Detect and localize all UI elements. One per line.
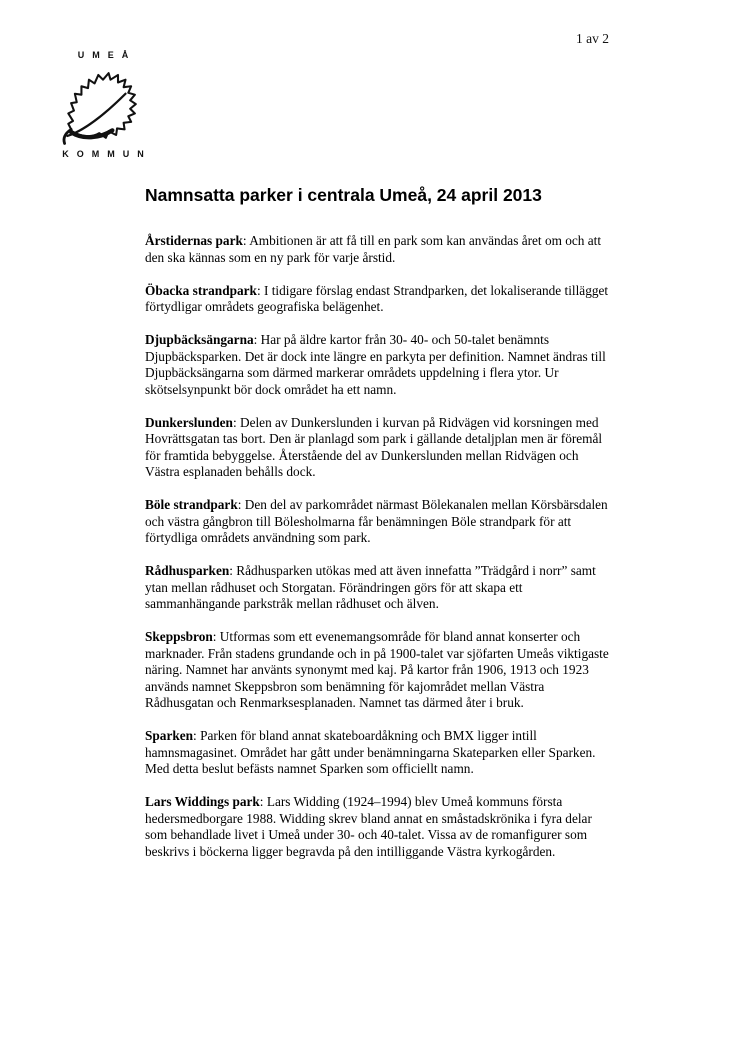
park-name: Skeppsbron (145, 629, 213, 644)
document-body (145, 185, 609, 877)
park-name: Dunkerslunden (145, 414, 233, 430)
park-name-separator: : (259, 794, 267, 809)
park-description: Delen av Dunkerslunden i kurvan på Ridvägen vid korsningen med Hovrättsgatan tas bort. Den är planlagd som park i gällande detaljplan men är föremål för framtida bebyggelse. Återstående del av Dunkerslunden mellan Ridvägen och Västra esplanaden behålls dock. (145, 414, 603, 479)
birch-leaf-icon (58, 63, 148, 147)
park-name: Öbacka strandpark (145, 282, 257, 298)
park-paragraph (145, 563, 609, 613)
park-name: Lars Widdings park (145, 794, 260, 809)
umea-kommun-logo (53, 50, 153, 159)
park-name: Årstidernas park (145, 233, 243, 248)
park-description: Har på äldre kartor från 30- 40- och 50-talet benämnts Djupbäcksparken. Det är dock inte längre en parkyta per definition. Namnet ändras till Djupbäcksängarna som därmed markerar områdets uppdelning i flera ytor. Ur skötselsynpunkt bör dock området ha ett namn. (145, 332, 606, 397)
park-description: Den del av parkområdet närmast Bölekanalen mellan Körsbärsdalen och västra gångbron till Bölesholmarna får benämningen Böle strandpark för att förtydliga områdets användning som park. (145, 497, 608, 545)
park-paragraph (145, 415, 609, 481)
park-name-separator: : (232, 414, 240, 430)
park-name: Böle strandpark (145, 497, 238, 512)
park-description: Parken för bland annat skateboardåkning och BMX ligger intill hamnsmagasinet. Området har gått under benämningarna Skateparken eller Sparken. Med detta beslut befästs namnet Sparken som officiellt namn. (145, 728, 596, 776)
park-name: Djupbäcksängarna (145, 332, 254, 347)
park-paragraph (145, 728, 609, 778)
park-paragraph (145, 283, 609, 316)
page-title: Namnsatta parker i centrala Umeå, 24 april 2013 (145, 185, 542, 205)
park-name: Rådhusparken (145, 563, 230, 578)
park-name-separator: : (193, 728, 201, 743)
park-paragraph (145, 332, 609, 398)
park-name-separator: : (229, 563, 237, 578)
page-number: 1 av 2 (576, 31, 609, 46)
park-paragraph (145, 794, 609, 860)
logo-text-kommun: KOMMUN (62, 149, 152, 159)
paragraph-list (145, 233, 609, 860)
park-name-separator: : (242, 233, 250, 248)
park-paragraph (145, 233, 609, 266)
park-description: Lars Widding (1924–1994) blev Umeå kommuns första hedersmedborgare 1988. Widding skrev bland annat en småstadskrönika i fyra delar som behandlade livet i Umeå under 30- och 40-talet. Vissa av de romanfigurer som beskrivs i böckerna ligger begravda på den intilliggande Västra kyrkogården. (145, 794, 592, 859)
park-description: Rådhusparken utökas med att även innefatta ”Trädgård i norr” samt ytan mellan rådhuset och Storgatan. Förändringen görs för att skapa ett sammanhängande parkstråk mellan rådhuset och älven. (145, 563, 596, 611)
park-paragraph (145, 629, 609, 712)
park-name-separator: : (256, 282, 264, 298)
logo-text-umea: UMEÅ (77, 50, 137, 60)
park-paragraph (145, 497, 609, 547)
park-description: Ambitionen är att få till en park som kan användas året om och att den ska kännas som en ny park för varje årstid. (145, 233, 602, 265)
park-name-separator: : (253, 332, 261, 347)
park-name-separator: : (237, 497, 245, 512)
park-name-separator: : (212, 629, 220, 644)
park-description: Utformas som ett evenemangsområde för bland annat konserter och marknader. Från stadens grundande och in på 1900-talet var sjöfarten Umeås viktigaste näring. Namnet har använts synonymt med kaj. På kartor från 1906, 1913 och 1923 används namnet Skeppsbron som benämning för kajområdet mellan Västra Rådhusgatan och Renmarksesplanaden. Namnet tas därmed åter i bruk. (145, 629, 609, 710)
park-name: Sparken (145, 728, 194, 743)
park-description: I tidigare förslag endast Strandparken, det lokaliserande tillägget förtydligar områdets geografiska belägenhet. (145, 282, 609, 314)
